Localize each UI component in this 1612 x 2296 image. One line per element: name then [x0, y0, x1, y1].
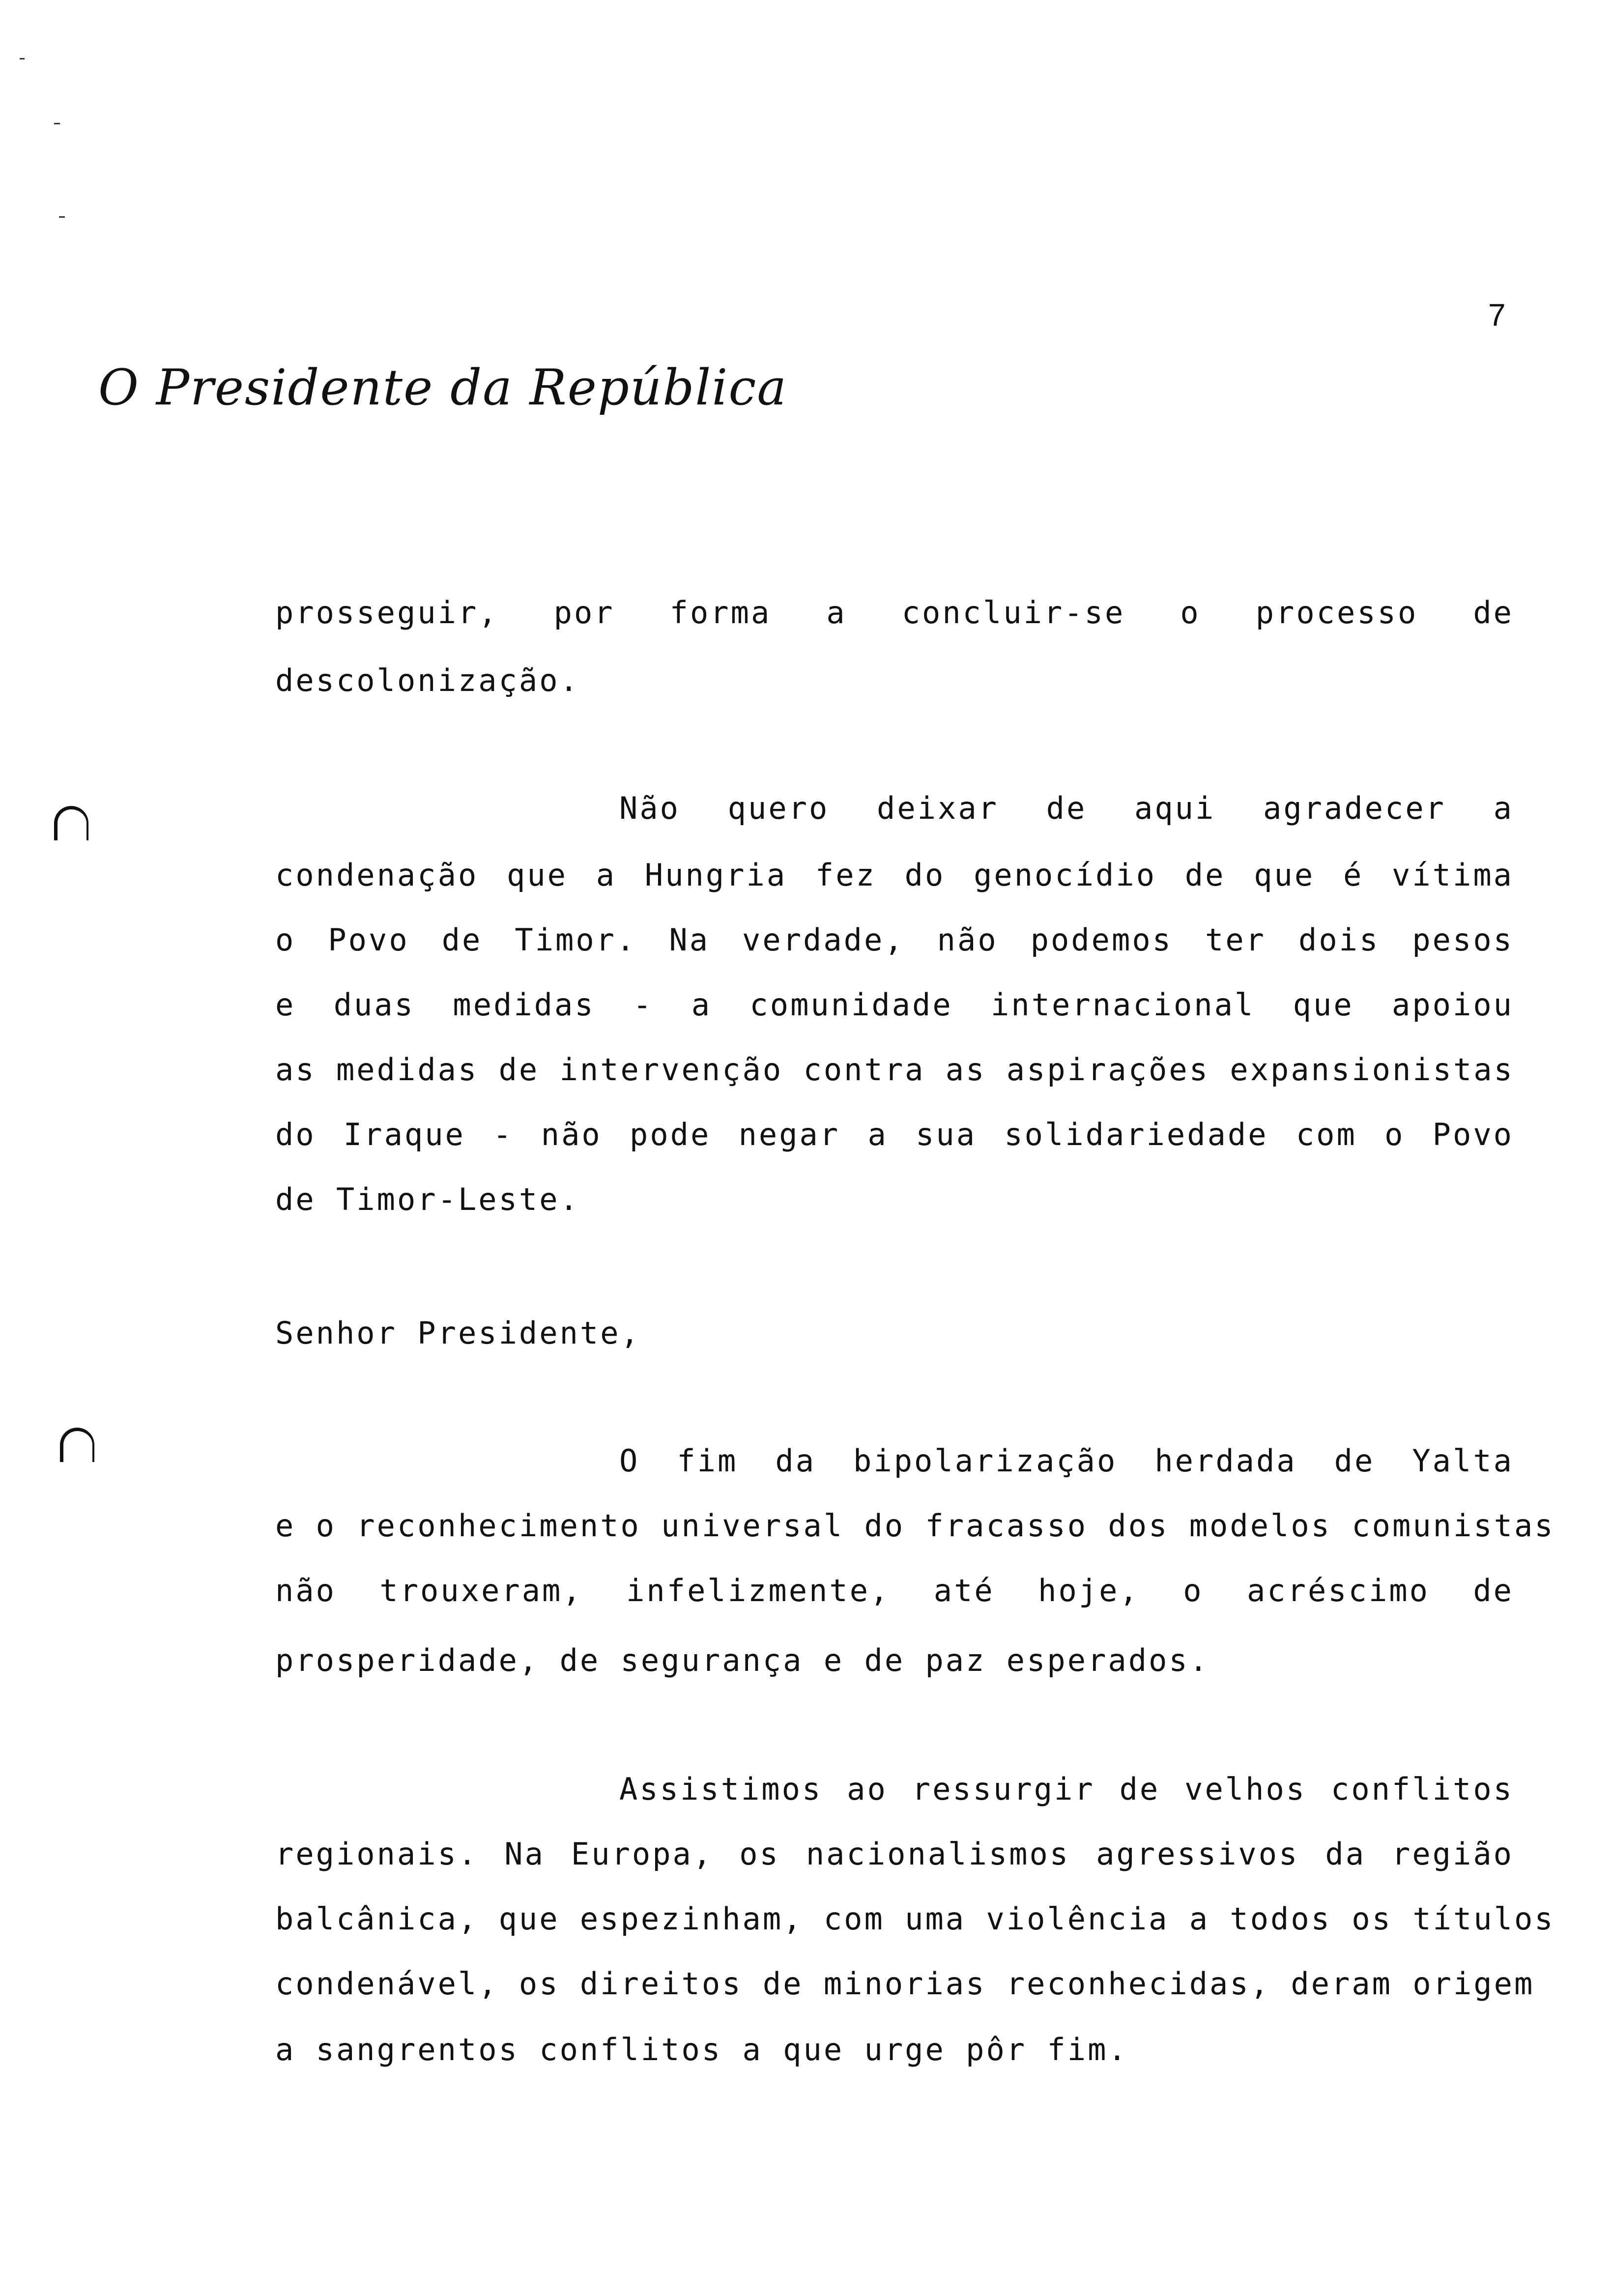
page-number: 7	[1488, 297, 1506, 333]
text-line: condenável, os direitos de minorias reconhecidas, deram origem	[275, 1966, 1535, 2002]
text-line: prosseguir, por forma a concluir-se o processo de	[275, 595, 1514, 631]
text-line: descolonização.	[275, 662, 580, 698]
text-line: prosperidade, de segurança e de paz esperados.	[275, 1642, 1210, 1678]
text-line: e duas medidas - a comunidade internacional que apoiou	[275, 987, 1514, 1023]
text-line: o Povo de Timor. Na verdade, não podemos ter dois pesos	[275, 922, 1514, 958]
salutation: Senhor Presidente,	[275, 1315, 641, 1351]
text-line: e o reconhecimento universal do fracasso dos modelos comunistas	[275, 1508, 1555, 1544]
text-line: a sangrentos conflitos a que urge pôr fim.	[275, 2032, 1128, 2067]
text-line: de Timor-Leste.	[275, 1181, 580, 1217]
text-line: Não quero deixar de aqui agradecer a	[619, 790, 1514, 826]
scan-speck	[20, 58, 25, 59]
margin-mark	[54, 806, 88, 840]
text-line: do Iraque - não pode negar a sua solidariedade com o Povo	[275, 1117, 1514, 1152]
text-line: as medidas de intervenção contra as aspirações expansionistas	[275, 1052, 1514, 1088]
text-line: Assistimos ao ressurgir de velhos conflitos	[619, 1771, 1514, 1807]
text-line: condenação que a Hungria fez do genocídio de que é vítima	[275, 857, 1514, 893]
text-line: balcânica, que espezinham, com uma violência a todos os títulos	[275, 1901, 1555, 1937]
text-line: O fim da bipolarização herdada de Yalta	[619, 1443, 1514, 1479]
text-line: regionais. Na Europa, os nacionalismos agressivos da região	[275, 1836, 1514, 1872]
scan-speck	[59, 216, 65, 218]
scan-speck	[54, 123, 60, 124]
letterhead: O Presidente da República	[98, 359, 788, 416]
text-line: não trouxeram, infelizmente, até hoje, o acréscimo de	[275, 1573, 1514, 1608]
margin-mark	[60, 1428, 94, 1462]
